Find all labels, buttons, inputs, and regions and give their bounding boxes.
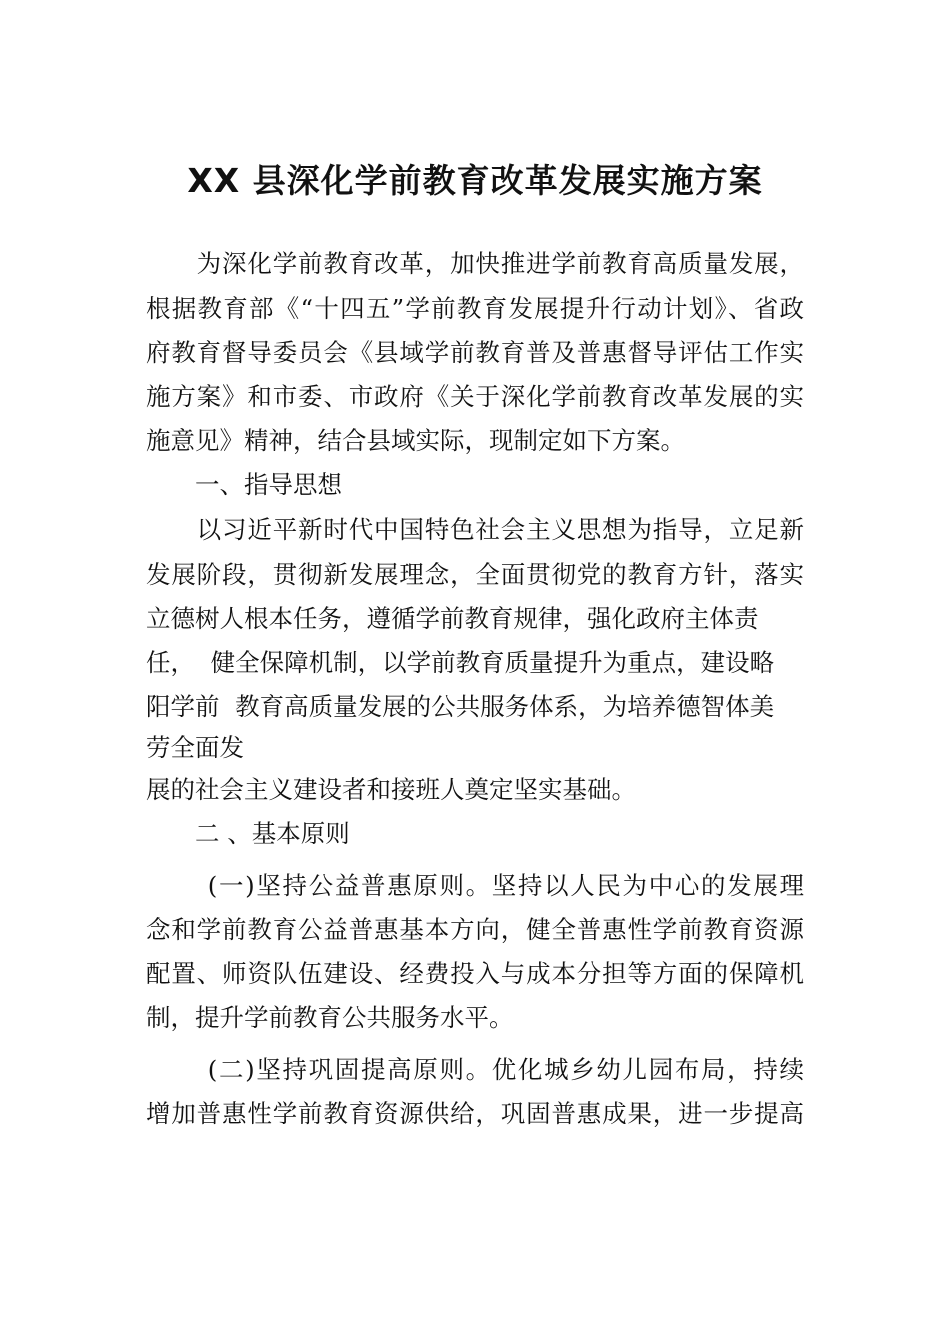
body-line: (二)坚持巩固提高原则。优化城乡幼儿园布局，持续	[146, 1055, 804, 1084]
body-line: 劳全面发	[146, 733, 244, 762]
body-line: 配置、师资队伍建设、经费投入与成本分担等方面的保障机	[146, 959, 804, 988]
section-heading: 一、指导思想	[146, 470, 342, 499]
body-line: 展的社会主义建设者和接班人奠定坚实基础。	[146, 775, 636, 804]
body-line: 任， 健全保障机制，以学前教育质量提升为重点，建设略	[146, 648, 775, 677]
body-line: 府教育督导委员会《县域学前教育普及普惠督导评估工作实	[146, 338, 804, 367]
body-line: 制，提升学前教育公共服务水平。	[146, 1003, 514, 1032]
body-line: (一)坚持公益普惠原则。坚持以人民为中心的发展理	[146, 871, 804, 900]
section-heading: 二 、基本原则	[146, 819, 350, 848]
body-line: 增加普惠性学前教育资源供给，巩固普惠成果，进一步提高	[146, 1099, 804, 1128]
body-line: 为深化学前教育改革，加快推进学前教育高质量发展，	[146, 249, 804, 278]
body-line: 以习近平新时代中国特色社会主义思想为指导，立足新	[146, 515, 804, 544]
body-line: 立德树人根本任务，遵循学前教育规律，强化政府主体责	[146, 604, 759, 633]
body-line: 发展阶段，贯彻新发展理念，全面贯彻党的教育方针，落实	[146, 560, 804, 589]
body-line: 施意见》精神，结合县域实际，现制定如下方案。	[146, 426, 685, 455]
body-line: 施方案》和市委、市政府《关于深化学前教育改革发展的实	[146, 382, 804, 411]
body-line: 阳学前 教育高质量发展的公共服务体系，为培养德智体美	[146, 692, 775, 721]
document-title: XX 县深化学前教育改革发展实施方案	[187, 161, 763, 200]
body-line: 念和学前教育公益普惠基本方向，健全普惠性学前教育资源	[146, 915, 804, 944]
body-line: 根据教育部《“十四五”学前教育发展提升行动计划》、省政	[146, 294, 804, 323]
